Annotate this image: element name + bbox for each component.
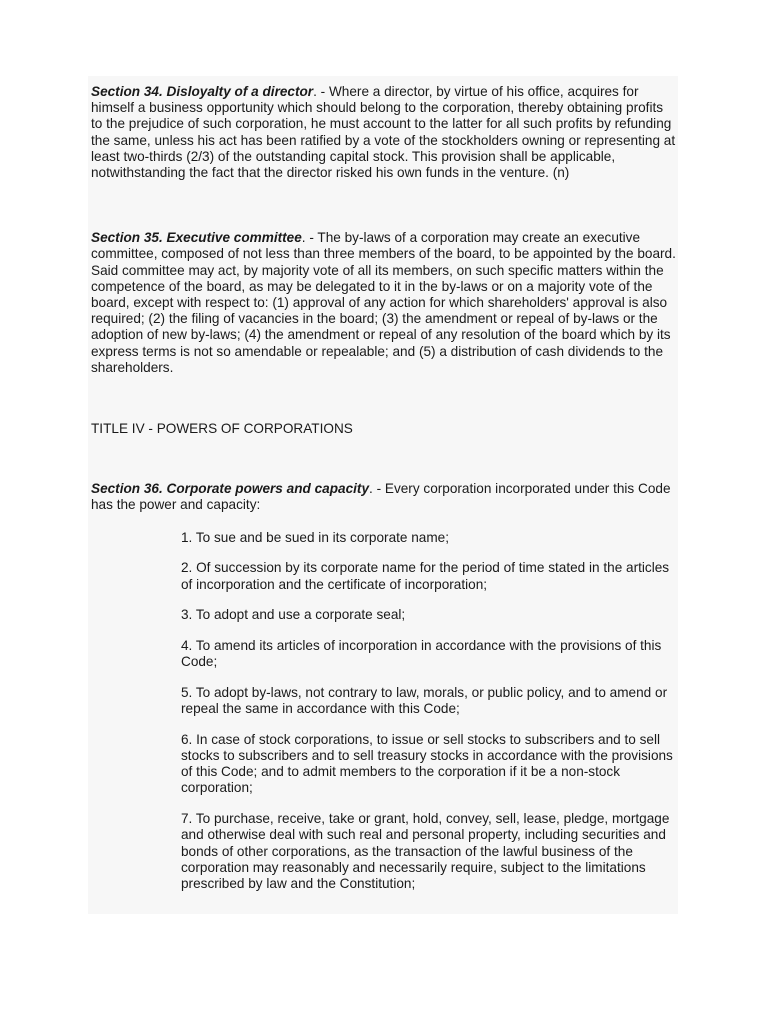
section-34-body: . - Where a director, by virtue of his office, acquires for himself a business opportunity which should belong to the corporation, thereby obtaining profits to the prejudice of such corporation, he must account to the latter for all such profits by refunding the same, unless his act has been ratified by a vote of the stockholders owning or representing at least two-thirds (2/3) of the outstanding capital stock. This provision shall be applicable, notwithstanding the fact that the director risked his own funds in the venture. (n) [91, 84, 676, 181]
section-35-title: Section 35. Executive committee [91, 230, 302, 246]
section-36-body: . - Every corporation incorporated under this Code has the power and capacity: [91, 481, 671, 513]
section-35-paragraph [91, 230, 677, 376]
list-item: 3. To adopt and use a corporate seal; [181, 607, 406, 623]
section-35-body: . - The by-laws of a corporation may create an executive committee, composed of not less than three members of the board, to be appointed by the board. Said committee may act, by majority vote of all its members, on such specific matters within the competence of the board, as may be delegated to it in the by-laws or on a majority vote of the board, except with respect to: (1) approval of any action for which shareholders' approval is also required; (2) the filing of vacancies in the board; (3) the amendment or repeal of by-laws or the adoption of new by-laws; (4) the amendment or repeal of any resolution of the board which by its express terms is not so amendable or repealable; and (5) a distribution of cash dividends to the shareholders. [91, 230, 676, 375]
section-34-title: Section 34. Disloyalty of a director [91, 84, 314, 99]
section-36-paragraph [91, 481, 677, 513]
list-item: 1. To sue and be sued in its corporate name; [181, 529, 450, 545]
corporate-powers-list [91, 530, 677, 892]
list-item: 5. To adopt by-laws, not contrary to law, morals, or public policy, and to amend or repeal the same in accordance with this Code; [181, 684, 668, 717]
document-content [91, 84, 677, 907]
list-item: 4. To amend its articles of incorporation in accordance with the provisions of this Code; [181, 637, 662, 670]
title-iv-heading: TITLE IV - POWERS OF CORPORATIONS [91, 421, 353, 437]
section-34-paragraph [91, 84, 677, 181]
list-item: 2. Of succession by its corporate name for the period of time stated in the articles of incorporation and the certificate of incorporation; [181, 560, 670, 592]
list-item: 7. To purchase, receive, take or grant, hold, convey, sell, lease, pledge, mortgage and otherwise deal with such real and personal property, including securities and bonds of other corporations, as the transaction of the lawful business of the corporation may reasonably and necessarily require, subject to the limitations prescribed by law and the Constitution; [181, 811, 670, 891]
list-item: 6. In case of stock corporations, to issue or sell stocks to subscribers and to sell stocks to subscribers and to sell treasury stocks in accordance with the provisions of this Code; and to admit members to the corporation if it be a non-stock corporation; [181, 731, 673, 796]
section-36-title: Section 36. Corporate powers and capacity [91, 481, 370, 497]
